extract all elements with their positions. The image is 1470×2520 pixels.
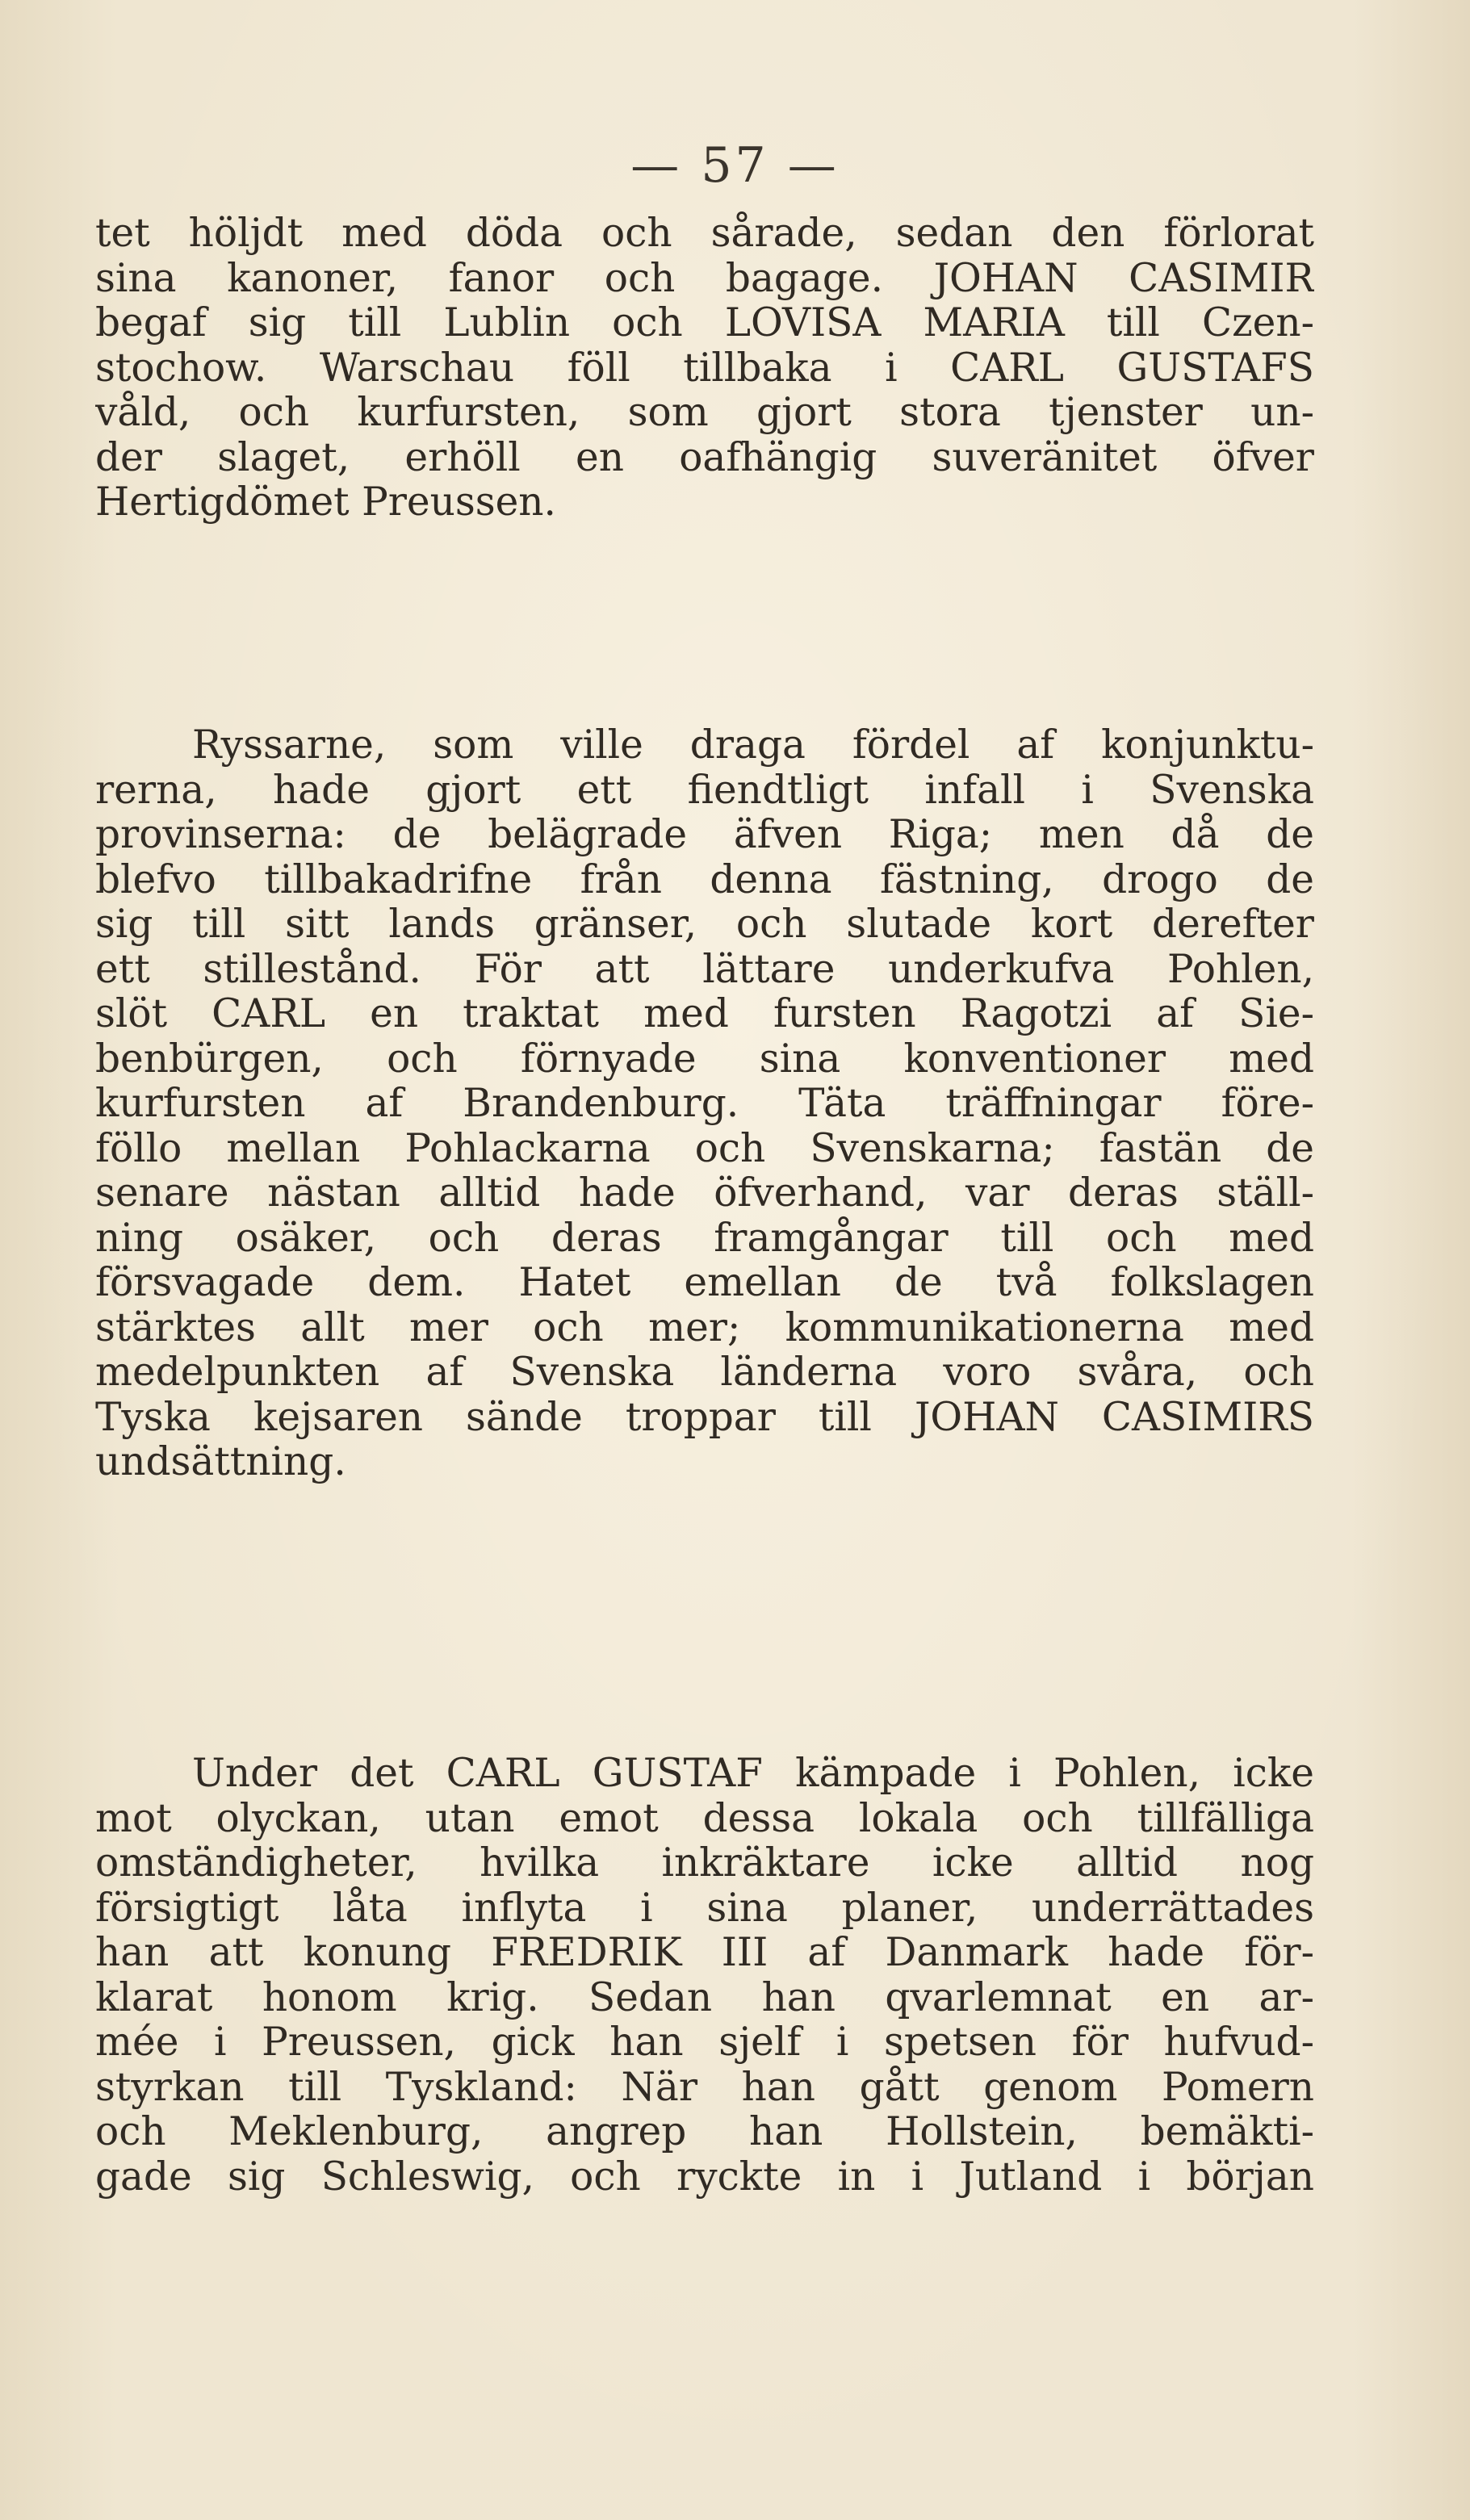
text-line: sina kanoner, fanor och bagage. JOHAN CASIMIR [95,256,1314,301]
text-line: rerna, hade gjort ett fiendtligt infall i Svenska [95,768,1314,813]
text-line: försvagade dem. Hatet emellan de två folkslagen [95,1261,1314,1305]
text-line: Ryssarne, som ville draga fördel af konjunktu- [192,723,1314,768]
text-line: kurfursten af Brandenburg. Täta träffningar före- [95,1082,1314,1126]
text-line: stärktes allt mer och mer; kommunikationerna med [95,1305,1314,1350]
text-line: der slaget, erhöll en oafhängig suveränitet öfver [95,435,1314,480]
text-line: och Meklenburg, angrep han Hollstein, bemäkti- [95,2110,1314,2154]
paragraph-2 [95,723,1314,1485]
text-line: provinserna: de belägrade äfven Riga; men då de [95,813,1314,857]
text-line: undsättning. [95,1440,346,1484]
text-line: blefvo tillbakadrifne från denna fästning, drogo de [95,857,1314,902]
text-line: mée i Preussen, gick han sjelf i spetsen för hufvud- [95,2020,1314,2065]
text-line: tet höljdt med döda och sårade, sedan den förlorat [95,211,1314,256]
text-line: medelpunkten af Svenska länderna voro svåra, och [95,1350,1314,1395]
text-line: våld, och kurfursten, som gjort stora tjenster un- [95,391,1314,435]
text-line: senare nästan alltid hade öfverhand, var deras ställ- [95,1171,1314,1216]
text-line: klarat honom krig. Sedan han qvarlemnat en ar- [95,1975,1314,2020]
paragraph-1 [95,211,1314,525]
text-line: sig till sitt lands gränser, och slutade kort derefter [95,902,1314,947]
text-line: Under det CARL GUSTAF kämpade i Pohlen, icke [192,1752,1314,1796]
text-line: Hertigdömet Preussen. [95,480,556,525]
text-line: Tyska kejsaren sände troppar till JOHAN CASIMIRS [95,1395,1314,1440]
text-line: ning osäker, och deras framgångar till och med [95,1216,1314,1261]
text-line: stochow. Warschau föll tillbaka i CARL GUSTAFS [95,345,1314,391]
text-line: gade sig Schleswig, och ryckte in i Jutland i början [95,2154,1314,2200]
paragraph-3 [95,1752,1314,2200]
text-line: ett stillestånd. För att lättare underkufva Pohlen, [95,947,1314,992]
text-line: försigtigt låta inflyta i sina planer, underrättades [95,1886,1314,1931]
text-line: benbürgen, och förnyade sina konventioner med [95,1036,1314,1082]
text-line: begaf sig till Lublin och LOVISA MARIA till Czen- [95,301,1314,345]
text-line: slöt CARL en traktat med fursten Ragotzi af Sie- [95,992,1314,1036]
page-number: — 57 — [630,137,840,194]
text-line: föllo mellan Pohlackarna och Svenskarna; fastän de [95,1126,1314,1171]
text-line: mot olyckan, utan emot dessa lokala och tillfälliga [95,1796,1314,1841]
text-line: han att konung FREDRIK III af Danmark hade för- [95,1931,1314,1975]
text-line: omständigheter, hvilka inkräktare icke alltid nog [95,1841,1314,1886]
text-line: styrkan till Tyskland: När han gått genom Pomern [95,2065,1314,2110]
